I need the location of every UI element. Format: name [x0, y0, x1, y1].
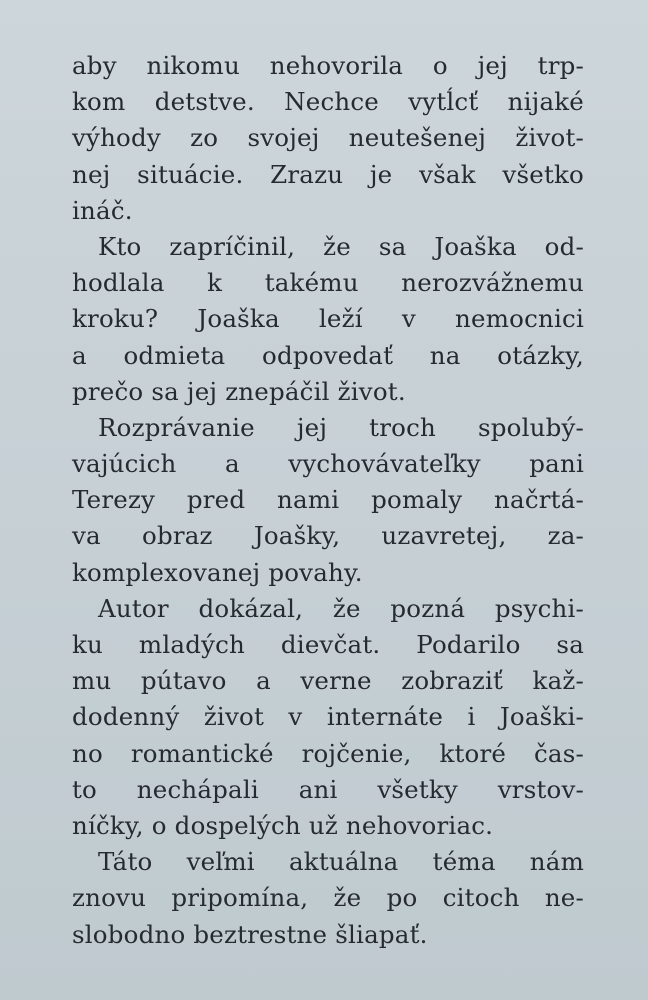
text-line: dodenný život v internáte i Joaški- [72, 702, 584, 732]
paragraph [72, 48, 584, 229]
text-line: výhody zo svojej neutešenej život- [72, 123, 584, 153]
text-line: Terezy pred nami pomaly načrtá- [72, 485, 584, 515]
text-line: nej situácie. Zrazu je však všetko [72, 159, 584, 189]
text-line: a odmieta odpovedať na otázky, [72, 340, 584, 370]
text-line: kom detstve. Nechce vytĺcť nijaké [72, 87, 584, 117]
text-line: to nechápali ani všetky vrstov- [72, 774, 584, 804]
text-line: níčky, o dospelých už nehovoriac. [72, 810, 494, 840]
text-line: aby nikomu nehovorila o jej trp- [72, 51, 584, 80]
text-line: vajúcich a vychovávateľky pani [72, 449, 584, 479]
text-line: komplexovanej povahy. [72, 557, 363, 587]
text-line: ináč. [72, 195, 133, 225]
text-line: hodlala k takému nerozvážnemu [72, 268, 584, 298]
text-line: prečo sa jej znepáčil život. [72, 376, 406, 406]
text-line: Kto zapríčinil, že sa Joaška od- [98, 231, 584, 261]
text-line: slobodno beztrestne šliapať. [72, 919, 428, 949]
text-line: ku mladých dievčat. Podarilo sa [72, 630, 584, 659]
text-line: Rozprávanie jej troch spolubý- [98, 412, 584, 442]
paragraph [72, 591, 584, 844]
text-line: va obraz Joašky, uzavretej, za- [72, 521, 584, 551]
text-line: no romantické rojčenie, ktoré čas- [72, 738, 584, 768]
paragraph [72, 229, 584, 410]
paragraph [72, 410, 584, 591]
text-line: Autor dokázal, že pozná psychi- [98, 593, 584, 623]
text-line: mu pútavo a verne zobraziť kaž- [72, 666, 584, 696]
text-line: kroku? Joaška leží v nemocnici [72, 304, 584, 334]
book-page-text [72, 48, 584, 953]
paragraph [72, 844, 584, 953]
text-line: Táto veľmi aktuálna téma nám [98, 847, 584, 877]
text-line: znovu pripomína, že po citoch ne- [72, 883, 584, 913]
